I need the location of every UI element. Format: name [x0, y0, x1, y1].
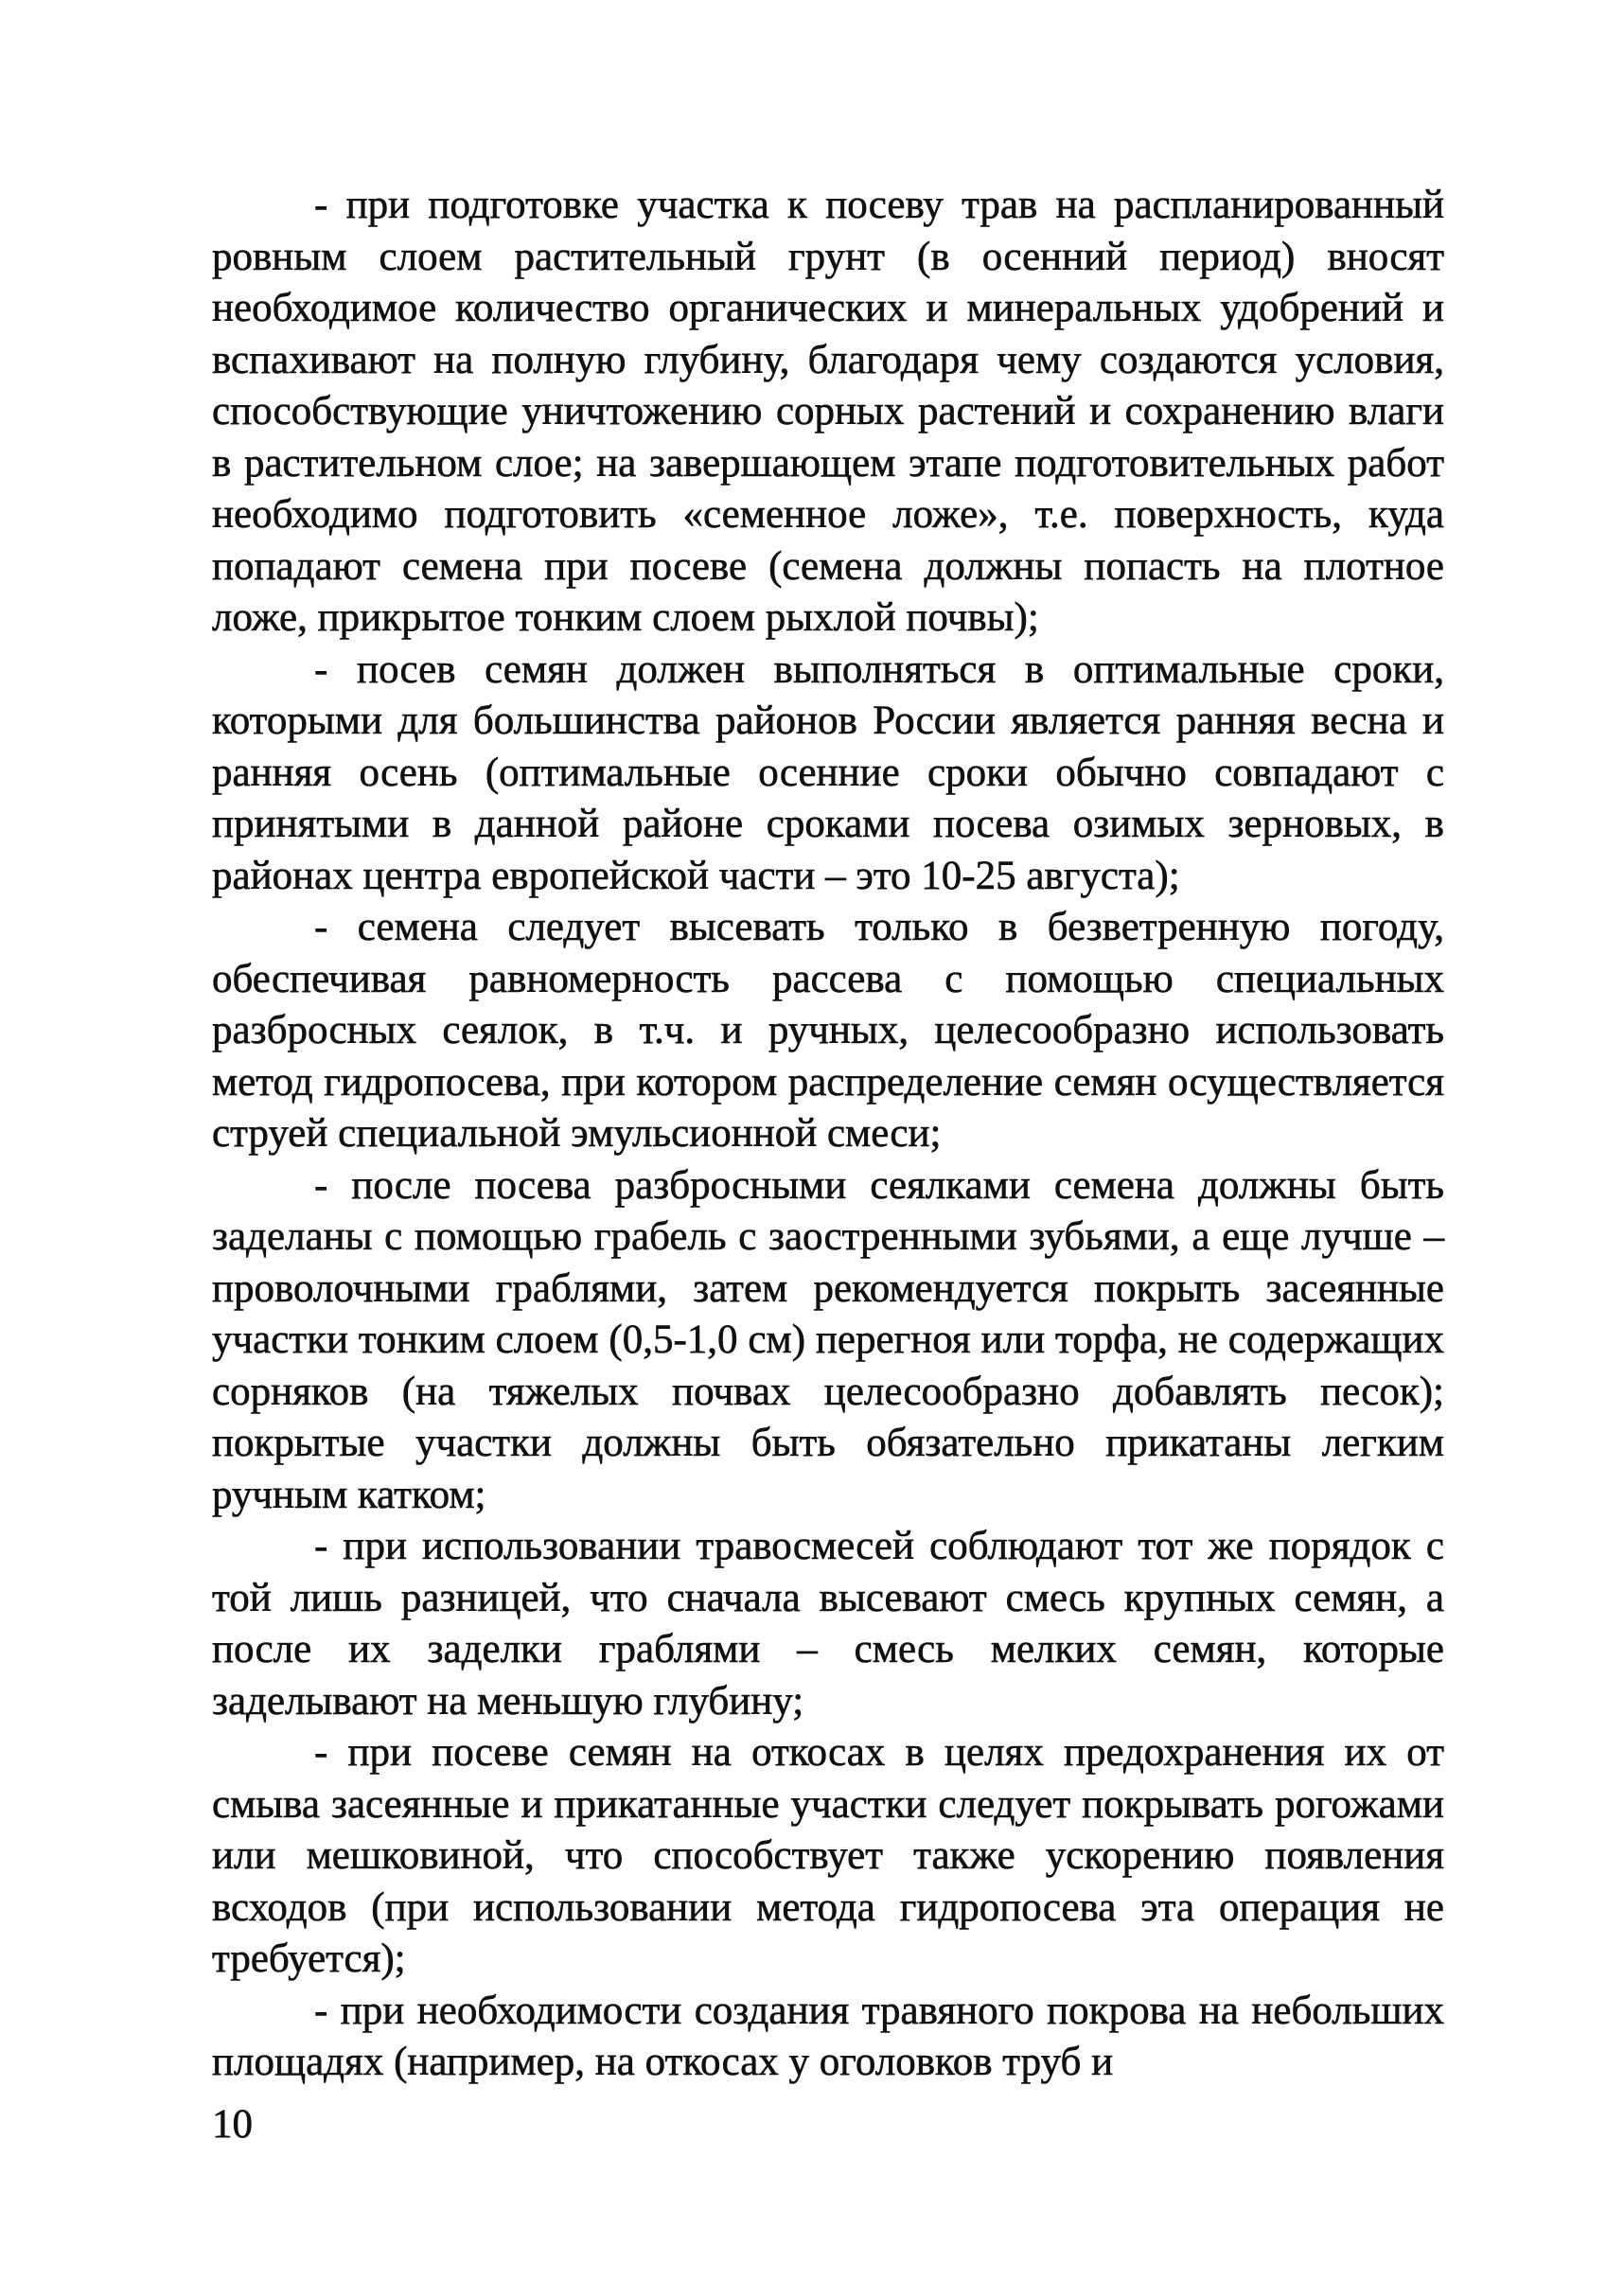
paragraph-seed-covering: - после посева разбросными сеялками семена должны быть заделаны с помощью грабель с заостренными зубьями, а еще лучше – проволочными граблями, затем рекомендуется покрыть засеянные участки тонким слоем (0,5-1,0 см) перегноя или торфа, не содержащих сорняков (на тяжелых почвах целесообразно добавлять песок); покрытые участки должны быть обязательно прикатаны легким ручным катком; — [212, 1162, 1444, 1517]
paragraph-sowing-method: - семена следует высевать только в безветренную погоду, обеспечивая равномерность рассева с помощью специальных разбросных сеялок, в т.ч. и ручных, целесообразно использовать метод гидропосева, при котором распределение семян осуществляется струей специальной эмульсионной смеси; — [212, 905, 1444, 1156]
paragraph-grass-mixtures: - при использовании травосмесей соблюдают тот же порядок с той лишь разницей, что сначала высевают смесь крупных семян, а после их заделки граблями – смесь мелких семян, которые заделывают на меньшую глубину; — [212, 1524, 1444, 1724]
paragraph-small-areas: - при необходимости создания травяного покрова на небольших площадях (например, на откосах у оголовков труб и — [212, 1988, 1444, 2084]
paragraph-sowing-timing: - посев семян должен выполняться в оптимальные сроки, которыми для большинства районов России является ранняя весна и ранняя осень (оптимальные осенние сроки обычно совпадают с принятыми в данной районе сроками посева озимых зерновых, в районах центра европейской части – это 10-25 августа); — [212, 646, 1444, 898]
paragraph-slope-sowing: - при посеве семян на откосах в целях предохранения их от смыва засеянные и прикатанные участки следует покрывать рогожами или мешковиной, что способствует также ускорению появления всходов (при использовании метода гидропосева эта операция не требуется); — [212, 1730, 1444, 1981]
paragraph-seedbed-preparation: - при подготовке участка к посеву трав на распланированный ровным слоем растительный грунт (в осенний период) вносят необходимое количество органических и минеральных удобрений и вспахивают на полную глубину, благодаря чему создаются условия, способствующие уничтожению сорных растений и сохранению влаги в растительном слое; на завершающем этапе подготовительных работ необходимо подготовить «семенное ложе», т.е. поверхность, куда попадают семена при посеве (семена должны попасть на плотное ложе, прикрытое тонким слоем рыхлой почвы); — [212, 183, 1444, 640]
body-text — [212, 180, 1444, 2089]
page-number: 10 — [212, 2102, 253, 2147]
